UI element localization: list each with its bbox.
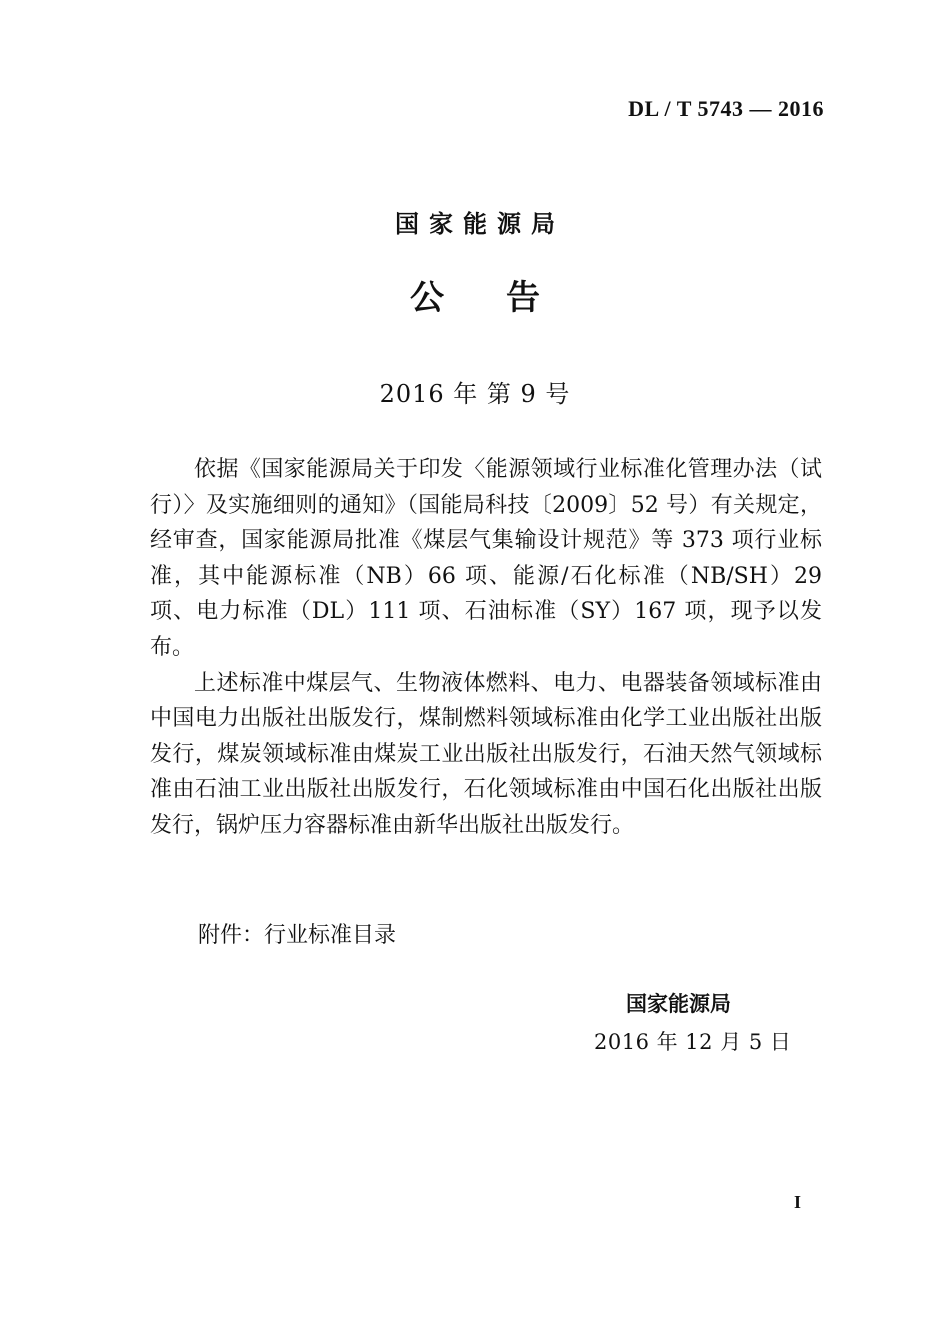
attachment-note: 附件：行业标准目录 (198, 923, 397, 948)
standard-code: DL / T 5743 — 2016 (628, 96, 824, 121)
page-number: I (794, 1192, 802, 1212)
body-paragraph-1: 依据《国家能源局关于印发〈能源领域行业标准化管理办法（试行）〉及实施细则的通知》（国能局科技〔2009〕52 号）有关规定，经审查，国家能源局批准《煤层气集输设计规范》等 373 项行业标准，其中能源标准（NB）66 项、能源/石化标准（NB/SH）29 项、电力标准（DL）111 项、石油标准（SY）167 项，现予以发布。 (150, 457, 822, 660)
signature-date: 2016 年 12 月 5 日 (594, 1030, 792, 1054)
issue-number: 2016 年 第 9 号 (379, 380, 571, 408)
issuer-heading: 国家能源局 (395, 210, 565, 238)
signature-organization: 国家能源局 (626, 992, 731, 1016)
announcement-body (150, 452, 822, 844)
document-title: 公告 (410, 278, 602, 318)
body-paragraph-2: 上述标准中煤层气、生物液体燃料、电力、电器装备领域标准由中国电力出版社出版发行，煤制燃料领域标准由化学工业出版社出版发行，煤炭领域标准由煤炭工业出版社出版发行，石油天然气领域标准由石油工业出版社出版发行，石化领域标准由中国石化出版社出版发行，锅炉压力容器标准由新华出版社出版发行。 (150, 670, 822, 838)
